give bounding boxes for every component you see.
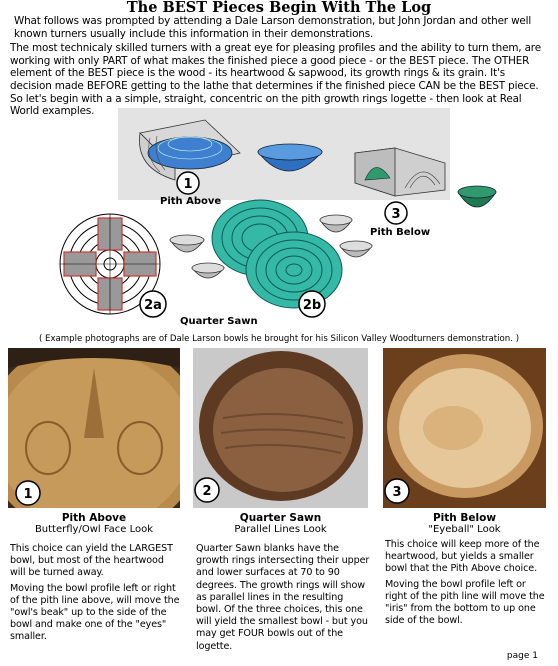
log-cutting-diagram (50, 108, 500, 332)
column-3-paragraph-2: Moving the bowl profile left or right of the pith line will move the "iris" from the bottom to up one side of the bowl. (385, 578, 545, 627)
intro-text (10, 15, 548, 120)
column-3-paragraph-1: This choice will keep more of the heartwood, but yields a smaller bowl that the Pith Above choice. (385, 539, 540, 575)
column-3-text (385, 539, 545, 630)
column-2-heading: Quarter Sawn (239, 512, 322, 524)
label-2a: 2a (144, 298, 162, 313)
column-3-subheading: "Eyeball" Look (428, 524, 501, 535)
label-quarter-sawn: Quarter Sawn (180, 316, 258, 327)
page-title: The BEST Pieces Begin With The Log (126, 0, 432, 16)
column-2-paragraph-1: Quarter Sawn blanks have the growth rings intersecting their upper and lower surfaces at 70 to 90 degrees. The growth rings will show as parallel lines in the resulting bowl. Of the three choices, this one will yield the smallest bowl - but you may get FOUR bowls out of the logette. (196, 543, 370, 652)
intro-paragraph-2: The most technicaly skilled turners with a great eye for pleasing profiles and the ability to turn them, are working with only PART of what makes the finished piece a good piece - or the BEST piece. The OTHER element of the BEST piece is the wood - its heartwood & sapwood, its growth rings & its grain. It's decision made BEFORE getting to the lathe that determines if the finished piece CAN be the BEST piece. So let's begin with a a simple, straight, concentric on the pith growth rings logette - then look at Real World examples. (10, 42, 541, 118)
label-pith-above: Pith Above (160, 196, 222, 207)
intro-paragraph-1: What follows was prompted by attending a Dale Larson demonstration, but John Jordan and other well known turners usually include this information in their demonstrations. (14, 15, 532, 40)
photo-2-number: 2 (202, 484, 212, 499)
column-1-paragraph-1: This choice can yield the LARGEST bowl, but most of the heartwood will be turned away. (10, 543, 173, 579)
column-1-paragraph-2: Moving the bowl profile left or right of the pith line above, will move the "owl's beak" up to the side of the bowl and make one of the "eyes" smaller. (10, 582, 180, 643)
column-1-subheading: Butterfly/Owl Face Look (34, 524, 154, 535)
bowl-photo-quarter-sawn (193, 348, 368, 508)
column-3-heading: Pith Below (432, 512, 497, 524)
photo-1-number: 1 (23, 487, 33, 502)
quarter-sawn-logette (212, 200, 342, 308)
column-2-subheading: Parallel Lines Look (234, 524, 327, 535)
label-3: 3 (391, 207, 401, 222)
column-1-heading: Pith Above (61, 512, 127, 524)
bowl-photo-pith-below (383, 348, 546, 508)
column-1-text (10, 543, 182, 647)
photo-caption-note: ( Example photographs are of Dale Larson bowls he brought for his Silicon Valley Woodturners demonstration. ) (38, 334, 520, 344)
label-2b: 2b (302, 298, 322, 313)
label-pith-below: Pith Below (370, 227, 431, 238)
column-2-text (196, 543, 371, 656)
bowl-photo-pith-above (8, 348, 180, 508)
pith-below-bowl (458, 186, 496, 207)
label-1: 1 (183, 177, 193, 192)
photo-3-number: 3 (392, 485, 402, 500)
page-number: page 1 (506, 651, 538, 661)
